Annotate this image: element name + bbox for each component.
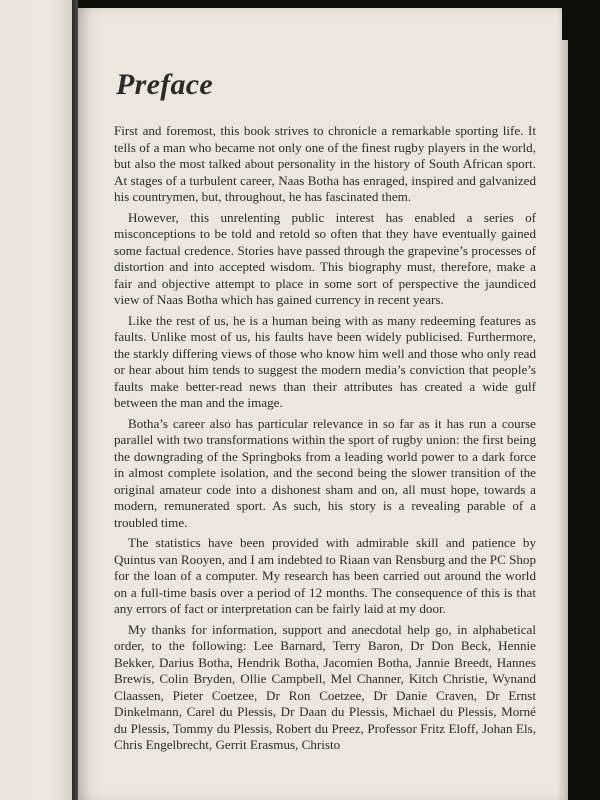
paragraph: However, this unrelenting public interest has enabled a series of misconceptions to be told and retold so often that they have eventually gained some factual credence. Stories have passed through the grapevine’s processes of distortion and into accepted wisdom. This biography must, therefore, make a fair and objective attempt to place in some sort of perspective the jaundiced view of Naas Botha which has gained currency in recent years.	[114, 209, 536, 307]
page-stack-edge	[562, 40, 568, 800]
paragraph: Like the rest of us, he is a human being with as many redeeming features as faults. Unlike most of us, his faults have been widely publicised. Furthermore, the starkly differing views of those who know him well and those who only read or hear about him tends to suggest the modern media’s conviction that people’s faults make better-read news than their attributes has created a wide gulf between the man and the image.	[114, 312, 536, 410]
facing-page-edge	[0, 0, 72, 800]
page-title: Preface	[116, 68, 214, 101]
paragraph: My thanks for information, support and anecdotal help go, in alphabetical order, to the following: Lee Barnard, Terry Baron, Dr Don Beck, Hennie Bekker, Darius Botha, Hendrik Botha, Jacomien Botha, Jannie Breedt, Hannes Brewis, Colin Bryden, Ollie Campbell, Mel Channer, Kitch Christie, Wynand Claassen, Pieter Coetzee, Dr Ron Coetzee, Dr Danie Craven, Dr Ernst Dinkelmann, Carel du Plessis, Dr Daan du Plessis, Michael du Plessis, Morné du Plessis, Tommy du Plessis, Robert du Preez, Professor Fritz Eloff, Johan Els, Chris Engelbrecht, Gerrit Erasmus, Christo	[114, 621, 536, 752]
paragraph: Botha’s career also has particular relevance in so far as it has run a course parallel with two transformations within the sport of rugby union: the first being the downgrading of the Springboks from a leading world power to a dark force in almost complete isolation, and the second being the slower transition of the original amateur code into a dishonest sham and on, all must hope, towards a modern, remunerated sport. As such, his story is a revealing parable of a troubled time.	[114, 415, 536, 530]
paragraph: The statistics have been provided with admirable skill and patience by Quintus van Rooyen, and I am indebted to Riaan van Rensburg and the PC Shop for the loan of a computer. My research has been carried out around the world on a full-time basis over a period of 12 months. The consequence of this is that any errors of fact or interpretation can be fairly laid at my door.	[114, 535, 536, 616]
book-page	[78, 8, 562, 800]
paragraph: First and foremost, this book strives to chronicle a remarkable sporting life. It tells of a man who became not only one of the finest rugby players in the world, but also the most talked about personality in the history of South African sport. At stages of a turbulent career, Naas Botha has enraged, inspired and galvanized his countrymen, but, throughout, he has fascinated them.	[114, 123, 536, 204]
preface-body	[114, 123, 536, 758]
